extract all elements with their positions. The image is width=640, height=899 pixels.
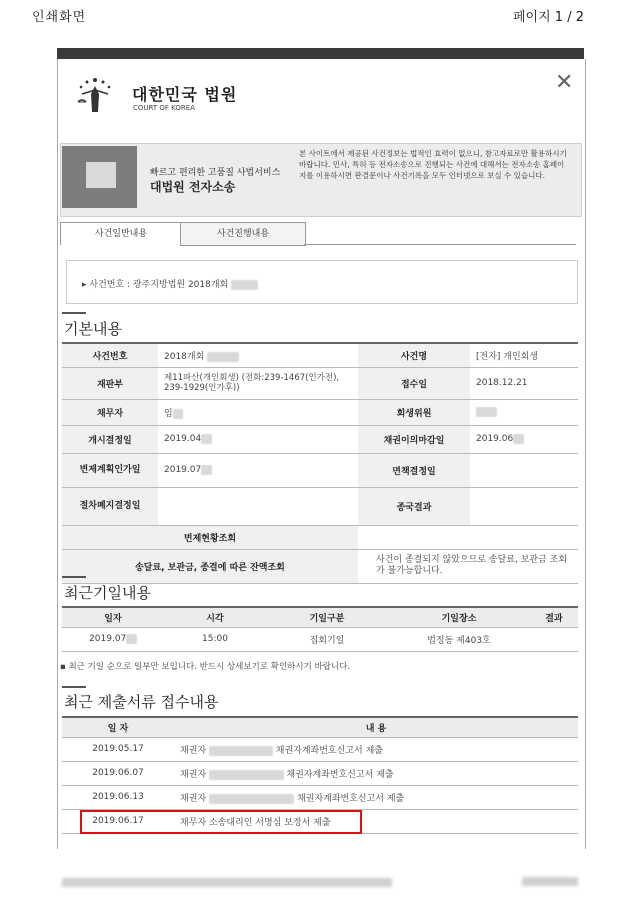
- banner-notice: 본 사이트에서 제공된 사건정보는 법적인 효력이 없으니, 참고자료로만 활용하시기 바랍니다. 민사, 특허 등 전자소송으로 진행되는 사건에 대해서는 전자소송 홈페이지를 이용하시면 판결문이나 사건기록을 모두 인터넷으로 보실 수 있습니다.: [299, 149, 567, 180]
- hearing-type: 집회기일: [266, 627, 388, 651]
- footer-date-redacted: [522, 877, 578, 886]
- table-header-row: [62, 607, 578, 627]
- filing-content: 채권자 채권자계좌번호신고서 제출: [174, 737, 578, 761]
- label-final-result: 종국결과: [358, 487, 470, 525]
- table-row: [62, 343, 578, 367]
- top-bar: [57, 48, 584, 59]
- tab-case-general[interactable]: 사건일반내용: [60, 222, 182, 245]
- hearing-time: 15:00: [164, 627, 266, 651]
- table-row: [62, 399, 578, 425]
- table-header-row: [62, 717, 578, 737]
- hearings-table: [62, 606, 578, 652]
- value-trustee: [470, 399, 578, 425]
- col-place: 기일장소: [388, 607, 530, 627]
- close-icon[interactable]: ✕: [555, 70, 574, 95]
- page-indicator: 페이지 1 / 2: [513, 10, 584, 25]
- print-title: 인쇄화면: [32, 10, 87, 25]
- basic-info-title: 기본내용: [64, 320, 122, 338]
- value-commencement-date: 2019.04: [158, 425, 358, 453]
- banner-laptop-icon: [86, 162, 116, 188]
- hearing-result: [530, 627, 578, 651]
- case-number-text: 사건번호 : 광주지방법원 2018개회: [89, 280, 229, 290]
- table-row: [62, 549, 578, 583]
- label-division: 재판부: [62, 367, 158, 399]
- label-termination-date: 절차폐지결정일: [62, 487, 158, 525]
- col-time: 시각: [164, 607, 266, 627]
- filings-title: 최근 제출서류 접수내용: [64, 693, 219, 711]
- table-row: [62, 453, 578, 487]
- label-debtor: 채무자: [62, 399, 158, 425]
- redacted-value: [231, 280, 258, 290]
- value-termination-date: [158, 487, 358, 525]
- label-plan-approval-date: 변제계획인가일: [62, 453, 158, 487]
- col-type: 기일구분: [266, 607, 388, 627]
- col-date: 일자: [62, 607, 164, 627]
- hearing-place: 법정동 제403호: [388, 627, 530, 651]
- label-discharge-date: 면책결정일: [358, 453, 470, 487]
- hearings-note: ▪ 최근 기일 순으로 일부만 보입니다. 반드시 상세보기로 확인하시기 바랍니다.: [60, 662, 351, 672]
- value-case-name: [전자] 개인회생: [470, 343, 578, 367]
- value-debtor: 임: [158, 399, 358, 425]
- value-received-date: 2018.12.21: [470, 367, 578, 399]
- tab-divider: [304, 244, 576, 245]
- filing-date: 2019.05.17: [62, 737, 174, 761]
- table-row: [62, 487, 578, 525]
- table-row: [62, 525, 578, 549]
- filing-date: 2019.06.07: [62, 761, 174, 785]
- footer-url-redacted: [62, 878, 392, 887]
- value-case-number: 2018개회: [158, 343, 358, 367]
- filing-content: 채무자 소송대리인 서명심 보정서 제출: [174, 809, 578, 833]
- case-number-line: ▸ 사건번호 : 광주지방법원 2018개회: [82, 277, 258, 290]
- section-marker: [62, 576, 86, 578]
- table-row: [62, 425, 578, 453]
- col-result: 결과: [530, 607, 578, 627]
- banner-tagline: 빠르고 편리한 고품질 사법서비스: [150, 168, 281, 178]
- table-row: [62, 627, 578, 651]
- section-marker: [62, 686, 86, 688]
- court-emblem-icon: [72, 72, 118, 118]
- filing-content: 채권자 채권자계좌번호신고서 제출: [174, 785, 578, 809]
- value-objection-deadline: 2019.06: [470, 425, 578, 453]
- hearing-date: 2019.07: [62, 627, 164, 651]
- label-commencement-date: 개시결정일: [62, 425, 158, 453]
- table-row: [62, 737, 578, 761]
- label-trustee: 회생위원: [358, 399, 470, 425]
- balance-inquiry-label[interactable]: 송달료, 보관금, 종결에 따른 잔액조회: [62, 549, 358, 583]
- label-case-number: 사건번호: [62, 343, 158, 367]
- section-marker: [62, 312, 86, 314]
- tab-case-progress[interactable]: 사건진행내용: [180, 222, 306, 246]
- repayment-status-link[interactable]: 변제현황조회: [62, 525, 358, 549]
- table-row: [62, 761, 578, 785]
- label-received-date: 접수일: [358, 367, 470, 399]
- value-division: 제11파산(개인회생) (전화:239-1467(인가전), 239-1929(인가후)): [158, 367, 358, 399]
- col-filing-date: 일 자: [62, 717, 174, 737]
- balance-inquiry-message: 사건이 종결되지 않았으므로 송달료, 보관금 조회가 불가능합니다.: [358, 549, 578, 583]
- filing-date: 2019.06.17: [62, 809, 174, 833]
- filing-date: 2019.06.13: [62, 785, 174, 809]
- label-case-name: 사건명: [358, 343, 470, 367]
- highlight-box: [80, 810, 362, 834]
- banner-title: 대법원 전자소송: [150, 180, 236, 194]
- logo-title: 대한민국 법원: [132, 85, 238, 104]
- value-plan-approval-date: 2019.07: [158, 453, 358, 487]
- logo-subtitle: COURT OF KOREA: [133, 104, 195, 112]
- label-objection-deadline: 채권이의마감일: [358, 425, 470, 453]
- col-filing-content: 내 용: [174, 717, 578, 737]
- basic-info-table: [62, 342, 578, 584]
- value-final-result: [470, 487, 578, 525]
- table-row: [62, 785, 578, 809]
- table-row: [62, 367, 578, 399]
- value-discharge-date: [470, 453, 578, 487]
- hearings-title: 최근기일내용: [64, 584, 151, 602]
- filing-content: 채권자 채권자계좌번호신고서 제출: [174, 761, 578, 785]
